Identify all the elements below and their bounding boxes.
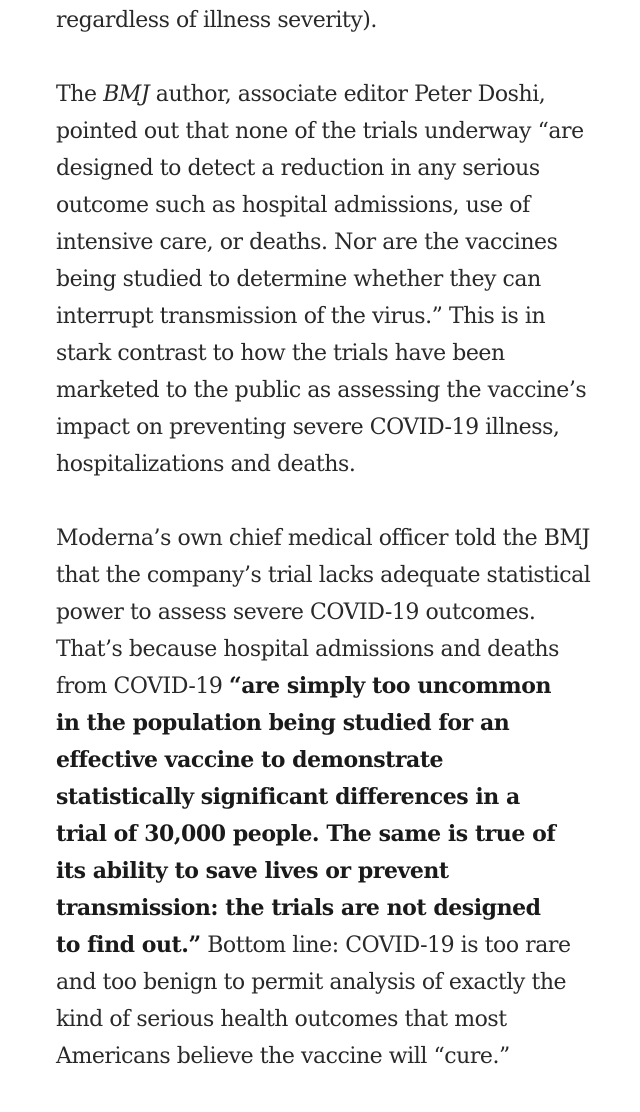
text-line (56, 298, 624, 335)
text-line (56, 705, 624, 742)
text-segment: That’s because hospital admissions and deaths (56, 637, 559, 662)
text-segment: author, associate editor Peter Doshi, (149, 82, 546, 107)
text-line (56, 224, 624, 261)
text-line (56, 668, 624, 705)
text-segment: hospitalizations and deaths. (56, 452, 356, 477)
text-segment: power to assess severe COVID-19 outcomes. (56, 600, 536, 625)
italic-text: BMJ (103, 82, 150, 107)
text-segment: stark contrast to how the trials have been (56, 341, 505, 366)
text-line (56, 853, 624, 890)
text-segment: kind of serious health outcomes that most (56, 1007, 507, 1032)
text-line (56, 335, 624, 372)
bold-quote-text: statistically significant differences in a (56, 784, 520, 810)
text-line (56, 927, 624, 964)
text-segment: interrupt transmission of the virus.” This is in (56, 304, 546, 329)
article-body (56, 2, 624, 1112)
article-paragraph (56, 76, 624, 483)
text-segment: intensive care, or deaths. Nor are the vaccines (56, 230, 558, 255)
bold-quote-text: transmission: the trials are not designed (56, 895, 541, 921)
text-segment: outcome such as hospital admissions, use of (56, 193, 530, 218)
text-segment: Moderna’s own chief medical officer told the BMJ (56, 526, 590, 551)
text-segment: regardless of illness severity). (56, 8, 377, 33)
text-line (56, 1001, 624, 1038)
text-line (56, 890, 624, 927)
text-line (56, 631, 624, 668)
text-segment: and too benign to permit analysis of exactly the (56, 970, 567, 995)
text-line (56, 187, 624, 224)
text-line (56, 76, 624, 113)
text-line (56, 779, 624, 816)
text-line (56, 1038, 624, 1075)
text-line (56, 446, 624, 483)
bold-quote-text: to find out.” (56, 932, 201, 958)
text-line (56, 261, 624, 298)
text-line (56, 964, 624, 1001)
bold-quote-text: trial of 30,000 people. The same is true of (56, 821, 556, 847)
text-segment: from COVID-19 (56, 674, 229, 699)
bold-quote-text: effective vaccine to demonstrate (56, 747, 444, 773)
text-line (56, 113, 624, 150)
text-line (56, 520, 624, 557)
text-segment: being studied to determine whether they can (56, 267, 541, 292)
text-segment: Bottom line: COVID-19 is too rare (200, 933, 571, 958)
text-line (56, 742, 624, 779)
text-line (56, 409, 624, 446)
text-segment: The (56, 82, 104, 107)
text-segment: that the company’s trial lacks adequate statistical (56, 563, 591, 588)
article-paragraph (56, 520, 624, 1075)
text-segment: designed to detect a reduction in any serious (56, 156, 540, 181)
text-segment: Americans believe the vaccine will “cure.” (56, 1044, 510, 1069)
bold-quote-text: in the population being studied for an (56, 710, 510, 736)
text-segment: impact on preventing severe COVID-19 illness, (56, 415, 560, 440)
text-segment: marketed to the public as assessing the vaccine’s (56, 378, 587, 403)
text-line (56, 816, 624, 853)
text-line (56, 150, 624, 187)
bold-quote-text: “are simply too uncommon (229, 673, 552, 699)
text-segment: pointed out that none of the trials underway “are (56, 119, 584, 144)
article-paragraph (56, 2, 624, 39)
text-line (56, 2, 624, 39)
text-line (56, 372, 624, 409)
bold-quote-text: its ability to save lives or prevent (56, 858, 449, 884)
text-line (56, 594, 624, 631)
text-line (56, 557, 624, 594)
